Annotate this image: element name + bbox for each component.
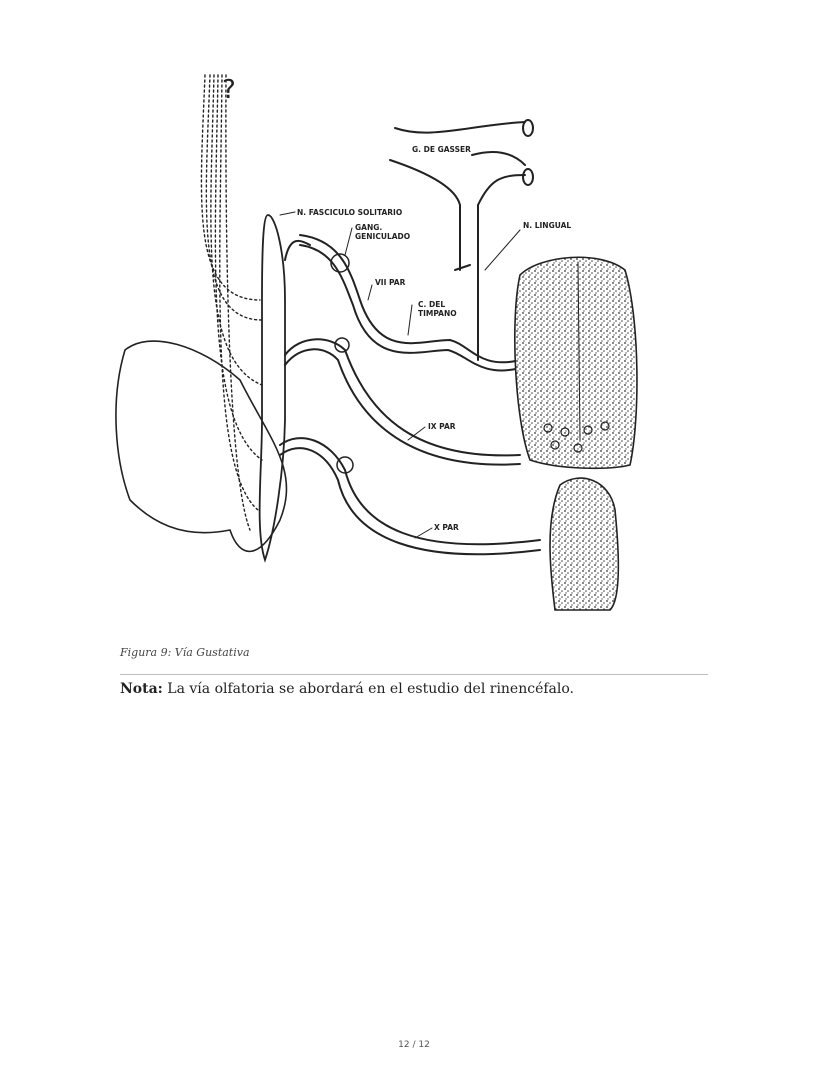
label-n-fasciculo-solitario: N. FASCICULO SOLITARIO xyxy=(297,208,403,217)
note-paragraph xyxy=(120,681,574,697)
label-gang-geniculado-1: GANG. xyxy=(355,223,383,232)
note-label: Nota: xyxy=(120,681,163,697)
label-ix-par: IX PAR xyxy=(428,422,456,431)
label-g-de-gasser: G. DE GASSER xyxy=(412,145,471,154)
gustatory-pathway-figure xyxy=(115,60,655,620)
label-x-par: X PAR xyxy=(434,523,459,532)
question-mark-label: ? xyxy=(222,75,236,105)
figure-caption: Figura 9: Vía Gustativa xyxy=(120,646,250,659)
figure-illustration xyxy=(115,60,655,620)
label-c-del-timpano-2: TIMPANO xyxy=(418,309,457,318)
horizontal-divider xyxy=(120,674,708,675)
page-number: 12 / 12 xyxy=(398,1040,430,1050)
label-n-lingual: N. LINGUAL xyxy=(523,221,572,230)
note-text: La vía olfatoria se abordará en el estudio del rinencéfalo. xyxy=(162,681,574,697)
label-vii-par: VII PAR xyxy=(375,278,406,287)
label-gang-geniculado-2: GENICULADO xyxy=(355,232,411,241)
label-c-del-timpano-1: C. DEL xyxy=(418,300,446,309)
